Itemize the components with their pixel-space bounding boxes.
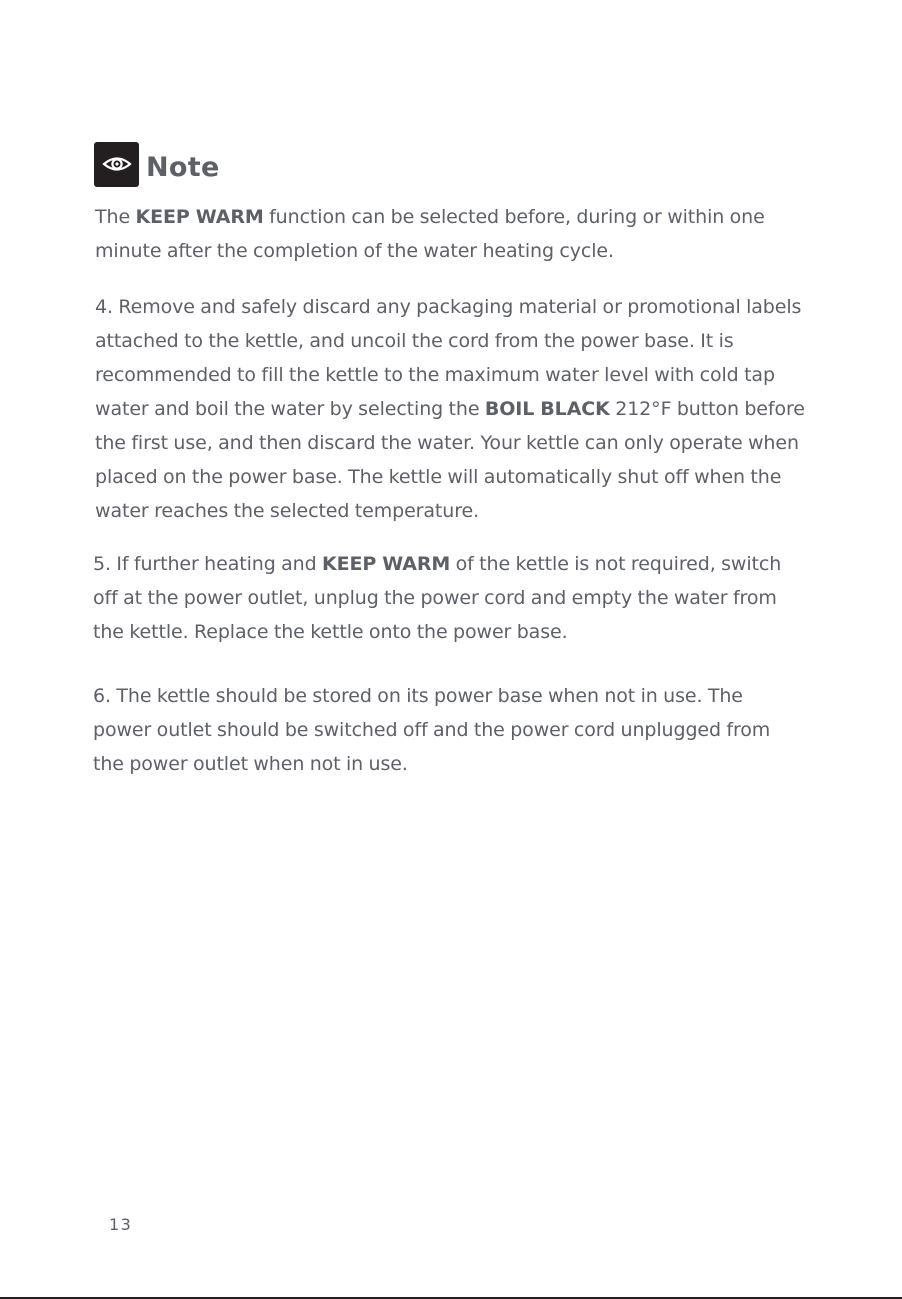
step-4-line-4-before: water and boil the water by selecting the <box>95 398 485 420</box>
step-5-line-1 <box>93 547 781 581</box>
step-4-line-1: 4. Remove and safely discard any packaging material or promotional labels <box>95 296 802 318</box>
step-6-line-2: power outlet should be switched off and the power cord unplugged from <box>93 719 771 741</box>
eye-icon <box>94 142 139 187</box>
step-6-line-3: the power outlet when not in use. <box>93 753 408 775</box>
note-text-before: The <box>95 206 136 228</box>
step-5-paragraph <box>93 547 781 649</box>
keep-warm-label: KEEP WARM <box>135 206 264 228</box>
step-4-line-3: recommended to fill the kettle to the maximum water level with cold tap <box>95 364 775 386</box>
step-4-line-6: placed on the power base. The kettle will automatically shut off when the <box>95 466 782 488</box>
step-4-line-5: the first use, and then discard the water. Your kettle can only operate when <box>95 432 799 454</box>
step-6-paragraph <box>93 679 770 781</box>
note-header <box>94 141 220 187</box>
step-6-line-1: 6. The kettle should be stored on its power base when not in use. The <box>93 685 743 707</box>
step-4-line-2: attached to the kettle, and uncoil the cord from the power base. It is <box>95 330 734 352</box>
step-5-line-2: off at the power outlet, unplug the power cord and empty the water from <box>93 587 777 609</box>
step-4-paragraph <box>95 290 805 528</box>
note-paragraph <box>95 200 765 268</box>
page-number: 13 <box>109 1215 133 1234</box>
step-4-line-4 <box>95 392 805 426</box>
step-5-line-1-after: of the kettle is not required, switch <box>450 553 782 575</box>
step-4-line-4-after: 212°F button before <box>609 398 805 420</box>
note-line-1 <box>95 200 765 234</box>
step-5-line-1-before: 5. If further heating and <box>93 553 323 575</box>
note-line-2: minute after the completion of the water heating cycle. <box>95 240 614 262</box>
boil-black-label: BOIL BLACK <box>484 398 610 420</box>
step-5-line-3: the kettle. Replace the kettle onto the power base. <box>93 621 568 643</box>
step-4-line-7: water reaches the selected temperature. <box>95 500 480 522</box>
note-title: Note <box>146 151 220 183</box>
keep-warm-label-2: KEEP WARM <box>322 553 451 575</box>
note-text-after: function can be selected before, during or within one <box>263 206 765 228</box>
